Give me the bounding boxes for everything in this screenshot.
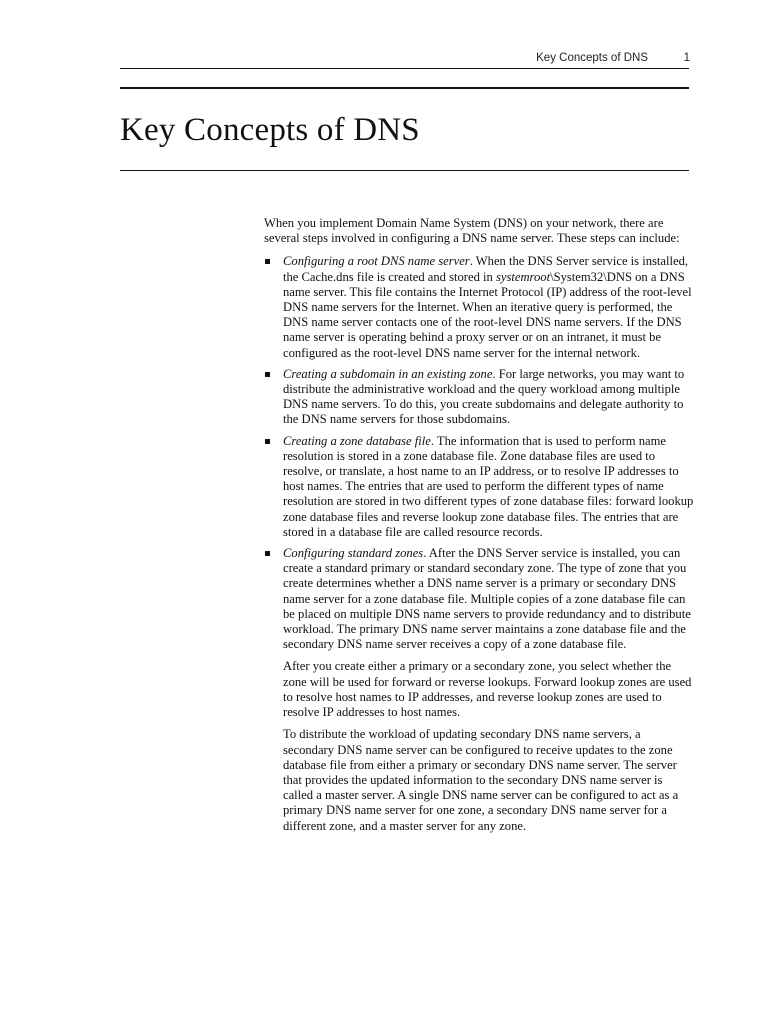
page-number: 1 — [683, 52, 690, 64]
running-header-title: Key Concepts of DNS — [536, 52, 648, 64]
list-item-zone-database — [264, 434, 694, 540]
body-text — [264, 216, 694, 840]
list-item-root-dns — [264, 254, 694, 360]
zone-lookup-paragraph: After you create either a primary or a secondary zone, you select whether the zone will be used for forward or reverse lookups. Forward lookup zones are used to resolve host names to IP addresses, and reverse lookup zones are used to resolve IP addresses to host names. — [283, 659, 692, 720]
title-top-rule — [120, 87, 689, 89]
page-title: Key Concepts of DNS — [120, 112, 420, 148]
square-bullet-icon — [265, 259, 270, 264]
intro-paragraph: When you implement Domain Name System (DNS) on your network, there are several steps involved in configuring a DNS name server. These steps can include: — [264, 216, 680, 246]
step-term: Configuring standard zones — [283, 546, 424, 561]
header-rule — [120, 68, 689, 69]
step-term-systemroot: systemroot — [495, 269, 551, 284]
square-bullet-icon — [265, 372, 270, 377]
running-header — [120, 50, 690, 68]
step-text: . After the DNS Server service is installed, you can create a standard primary or standard secondary zone. The type of zone that you create determines whether a DNS name server is a primary or secondary DNS name server for a zone database file. Multiple copies of a zone database file can be placed on multiple DNS name servers to provide redundancy and to distribute workload. The primary DNS name server maintains a zone database file and the secondary DNS name server receives a copy of a zone database file. — [283, 546, 691, 652]
square-bullet-icon — [265, 439, 270, 444]
title-bottom-rule — [120, 170, 689, 171]
square-bullet-icon — [265, 551, 270, 556]
step-term: Configuring a root DNS name server — [283, 254, 470, 269]
step-text-continued: \System32\DNS on a DNS name server. This file contains the Internet Protocol (IP) address of the root-level DNS name servers for the Internet. When an iterative query is performed, the DNS name server contacts one of the root-level DNS name servers. If the DNS name server is operating behind a proxy server or on an intranet, it must be configured as the root-level DNS name server for the internal network. — [283, 269, 692, 360]
step-term: Creating a zone database file — [283, 433, 431, 448]
list-item-subdomain — [264, 367, 694, 428]
master-server-paragraph: To distribute the workload of updating secondary DNS name servers, a secondary DNS name server can be configured to receive updates to the zone database file from either a primary or secondary DNS name server. The server that provides the updated information to the secondary DNS name server is called a master server. A single DNS name server can be configured to act as a primary DNS name server for one zone, a secondary DNS name server for a different zone, and a master server for any zone. — [283, 727, 679, 833]
step-text: . When the DNS Server service is installed, the Cache.dns file is created and stored in — [283, 254, 689, 284]
steps-list — [264, 254, 694, 833]
step-text: . The information that is used to perform name resolution is stored in a zone database file. Zone database files are used to resolve, or translate, a host name to an IP address, or to resolve IP addresses to host names. The entries that are used to perform the different types of name resolution are stored in two different types of zone database files: forward lookup zone database files and reverse lookup zone database files. The entries that are stored in a database file are called resource records. — [283, 433, 694, 539]
step-term: Creating a subdomain in an existing zone — [283, 366, 493, 381]
step-text: . For large networks, you may want to distribute the administrative workload and the query workload among multiple DNS name servers. To do this, you create subdomains and delegate authority to the DNS name servers for those subdomains. — [283, 366, 685, 427]
list-item-standard-zones — [264, 546, 694, 834]
